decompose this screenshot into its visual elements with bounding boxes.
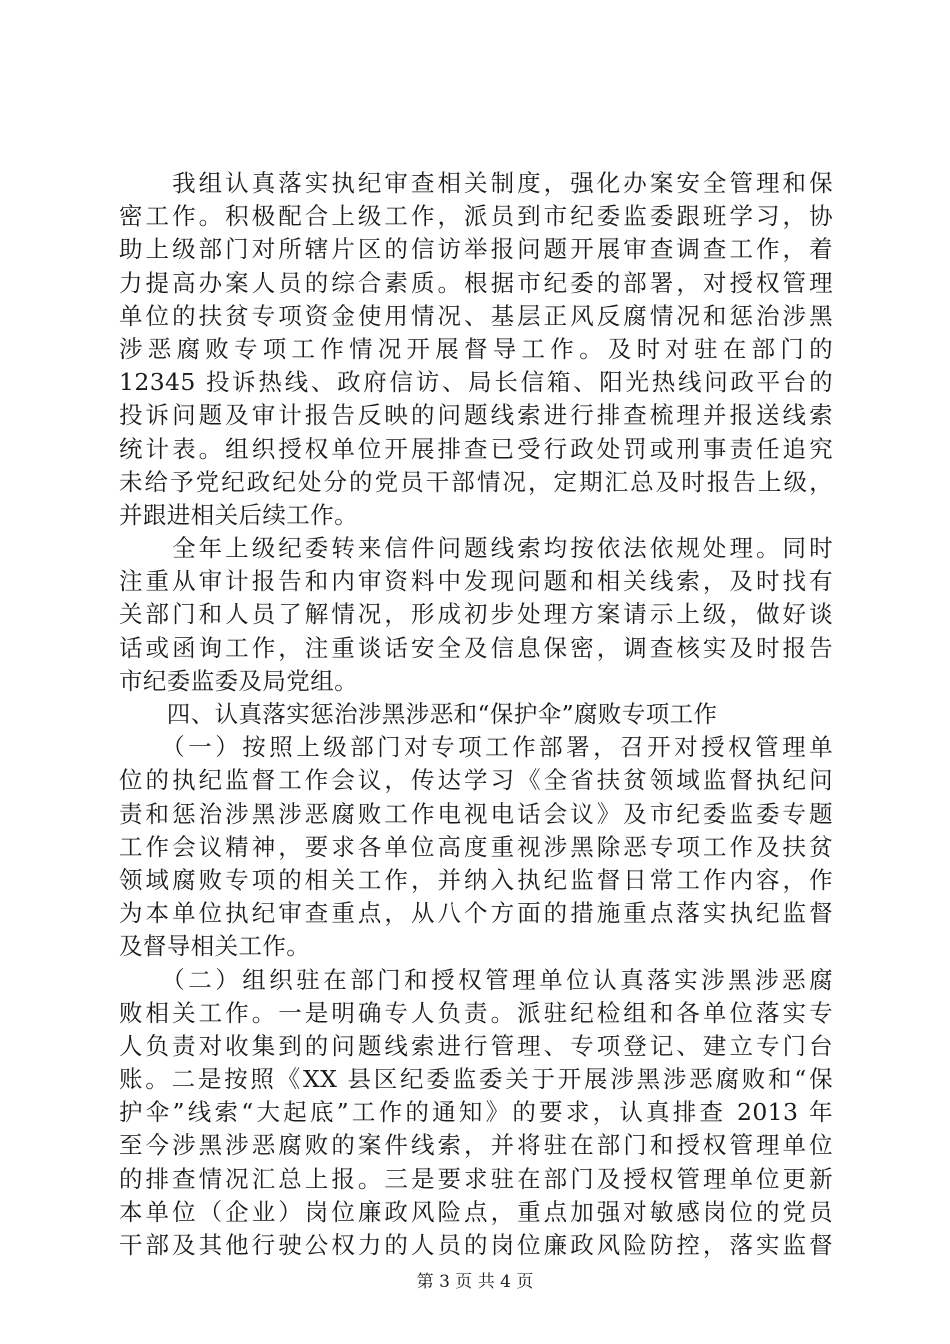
text-line: 至今涉黑涉恶腐败的案件线索，并将驻在部门和授权管理单位	[119, 1131, 833, 1160]
text-line: 四、认真落实惩治涉黑涉恶和“保护伞”腐败专项工作	[119, 700, 718, 728]
text-line: 密工作。积极配合上级工作，派员到市纪委监委跟班学习，协	[119, 202, 833, 231]
text-line: 工作会议精神，要求各单位高度重视涉黑除恶专项工作及扶贫	[119, 832, 833, 861]
text-line: 我组认真落实执纪审查相关制度，强化办案安全管理和保	[119, 169, 833, 197]
text-line: 账。二是按照《XX 县区纪委监委关于开展涉黑涉恶腐败和“保	[119, 1065, 833, 1094]
text-line: 统计表。组织授权单位开展排查已受行政处罚或刑事责任追究	[119, 434, 833, 463]
text-line: （一）按照上级部门对专项工作部署，召开对授权管理单	[119, 733, 833, 762]
text-line: 的排查情况汇总上报。三是要求驻在部门及授权管理单位更新	[119, 1164, 833, 1193]
text-line: 未给予党纪政纪处分的党员干部情况，定期汇总及时报告上级，	[119, 467, 833, 496]
text-line: 责和惩治涉黑涉恶腐败工作电视电话会议》及市纪委监委专题	[119, 799, 833, 828]
text-line: 投诉问题及审计报告反映的问题线索进行排查梳理并报送线索	[119, 401, 833, 430]
text-line: 全年上级纪委转来信件问题线索均按依法依规处理。同时	[119, 534, 833, 563]
text-line: 为本单位执纪审查重点，从八个方面的措施重点落实执纪监督	[119, 899, 833, 928]
text-line: 干部及其他行驶公权力的人员的岗位廉政风险防控，落实监督	[119, 1231, 833, 1259]
text-line: 及督导相关工作。	[119, 932, 311, 961]
text-line: 败相关工作。一是明确专人负责。派驻纪检组和各单位落实专	[119, 998, 833, 1027]
text-line: 12345 投诉热线、政府信访、局长信箱、阳光热线问政平台的	[119, 368, 833, 397]
text-line: 人负责对收集到的问题线索进行管理、专项登记、建立专门台	[119, 1031, 833, 1060]
text-line: 本单位（企业）岗位廉政风险点，重点加强对敏感岗位的党员	[119, 1197, 833, 1226]
text-line: 涉恶腐败专项工作情况开展督导工作。及时对驻在部门的	[119, 334, 833, 363]
text-line: 护伞”线索“大起底”工作的通知》的要求，认真排查 2013 年	[119, 1098, 833, 1127]
text-line: 话或函询工作，注重谈话安全及信息保密，调查核实及时报告	[119, 633, 833, 662]
text-line: 力提高办案人员的综合素质。根据市纪委的部署，对授权管理	[119, 268, 833, 297]
text-line: 市纪委监委及局党组。	[119, 666, 358, 695]
text-line: 助上级部门对所辖片区的信访举报问题开展审查调查工作，着	[119, 235, 833, 264]
text-line: 并跟进相关后续工作。	[119, 500, 358, 529]
text-line: （二）组织驻在部门和授权管理单位认真落实涉黑涉恶腐	[119, 965, 833, 994]
text-line: 领域腐败专项的相关工作，并纳入执纪监督日常工作内容，作	[119, 865, 833, 894]
page-footer: 第 3 页 共 4 页	[416, 1272, 534, 1292]
document-body	[119, 167, 833, 1262]
text-line: 位的执纪监督工作会议，传达学习《全省扶贫领域监督执纪问	[119, 766, 833, 795]
text-line: 注重从审计报告和内审资料中发现问题和相关线索，及时找有	[119, 567, 833, 596]
text-line: 关部门和人员了解情况，形成初步处理方案请示上级，做好谈	[119, 600, 833, 629]
text-line: 单位的扶贫专项资金使用情况、基层正风反腐情况和惩治涉黑	[119, 301, 833, 330]
